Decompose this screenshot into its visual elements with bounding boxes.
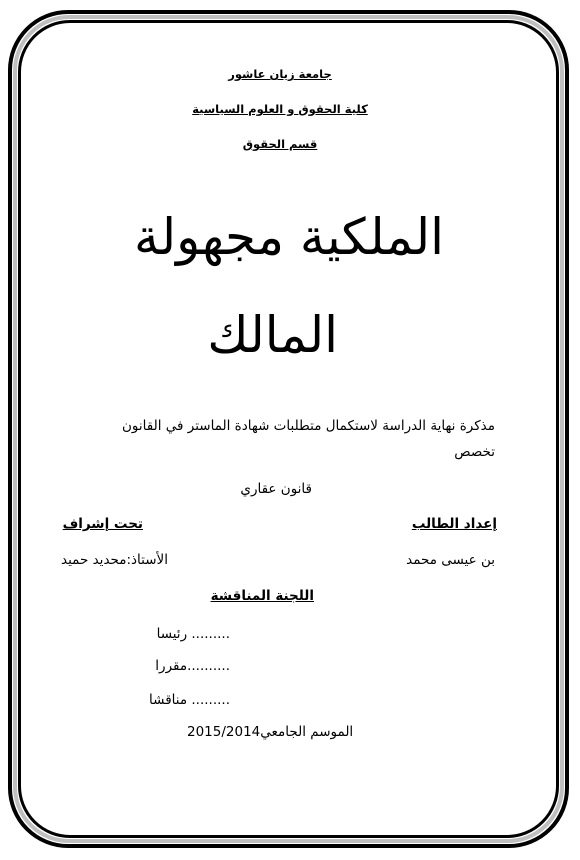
thesis-title-line1: الملكية مجهولة [134, 208, 444, 266]
thesis-description: مذكرة نهاية الدراسة لاستكمال متطلبات شهادة الماستر في القانون [122, 418, 495, 434]
committee-member-reporter: ..........مقررا [155, 658, 230, 674]
thesis-title-line2: المالك [207, 306, 338, 364]
faculty-name: كلية الحقوق و العلوم السياسية [192, 102, 368, 116]
academic-year [187, 724, 353, 740]
committee-title: اللجنة المناقشة [210, 588, 314, 604]
committee-member-president: ......... رئيسا [156, 626, 230, 642]
department-name: قسم الحقوق [242, 137, 318, 151]
academic-year-value: 2015/2014 [187, 724, 261, 740]
thesis-specialty: قانون عقاري [240, 481, 312, 497]
university-name: جامعة زيان عاشور [228, 67, 332, 81]
supervisor-name: الأستاذ:محديد حميد [61, 552, 168, 568]
thesis-specialty-label: تخصص [454, 444, 495, 460]
academic-year-label: الموسم الجامعي [260, 724, 354, 740]
committee-member-examiner: ......... مناقشا [149, 692, 230, 708]
student-label: إعداد الطالب [411, 516, 497, 532]
student-name: بن عيسى محمد [406, 552, 495, 568]
supervisor-label: تحت إشراف [62, 516, 143, 532]
